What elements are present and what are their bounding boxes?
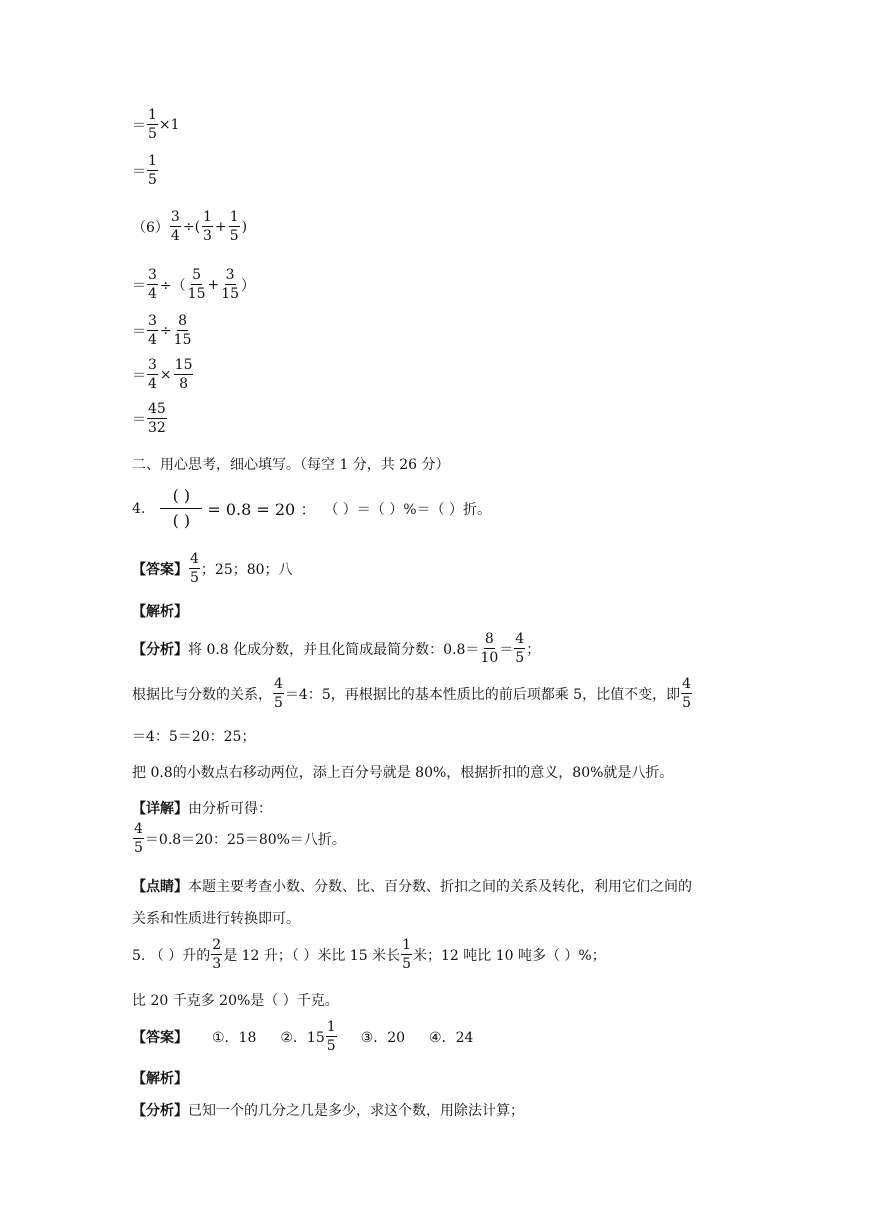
analysis-line: 【分析】 已知一个的几分之几是多少，求这个数，用除法计算； (132, 1100, 524, 1120)
fraction: $\frac{45}{32}$ (148, 401, 166, 436)
fraction: $\frac{1}{5}$ (402, 937, 411, 972)
blank-fraction: $\frac{( )}{( )}$ (160, 488, 202, 529)
fraction: $\frac{8}{10}$ (480, 631, 499, 666)
operator: ） (241, 277, 256, 294)
answer-item: ①．18 (212, 1029, 257, 1046)
equals-sign: ＝ (132, 323, 146, 340)
problem-6-expression (132, 210, 248, 243)
fraction: $\frac{1}{5}$ (148, 153, 157, 188)
fraction: $\frac{3}{4}$ (148, 313, 157, 348)
answer-label: 【答案】 (132, 561, 188, 578)
analysis-line (132, 677, 693, 710)
equals-sign: ＝ (132, 277, 146, 294)
fraction: $\frac{3}{4}$ (148, 267, 157, 302)
expression-text: ×1 (158, 116, 180, 133)
fraction: $\frac{4}{5}$ (190, 551, 199, 586)
fraction: $\frac{3}{15}$ (221, 267, 240, 302)
analysis-heading: 【解析】 (132, 604, 188, 620)
fraction: $\frac{3}{4}$ (170, 209, 180, 244)
section-heading: 二、用心思考，细心填写。（每空 1 分，共 26 分） (132, 457, 450, 473)
step-line (132, 108, 180, 141)
step-line (132, 358, 194, 391)
operator: × (159, 366, 172, 383)
fraction: $\frac{4}{5}$ (134, 821, 143, 856)
operator: ÷( (182, 218, 201, 235)
answer-label: 【答案】 (132, 1029, 188, 1046)
analysis-line: 把 0.8的小数点右移动两位，添上百分号就是 80%，根据折扣的意义，80%就是八折。 (132, 765, 674, 781)
fraction: $\frac{1}{5}$ (326, 1019, 336, 1054)
operator: + (207, 276, 220, 293)
analysis-label: 【分析】 (132, 641, 188, 658)
step-line (132, 314, 192, 347)
analysis-text: 将 0.8 化成分数，并且化简成最简分数：0.8＝ (188, 641, 480, 658)
step-line (132, 402, 168, 435)
fraction: $\frac{4}{5}$ (515, 631, 525, 666)
answer-text: ；25；80；八 (200, 561, 293, 578)
equals-sign: ＝ (132, 117, 146, 134)
question-5-line2: 比 20 千克多 20%是（ ）千克。 (132, 993, 339, 1009)
fraction: $\frac{15}{8}$ (174, 357, 193, 392)
problem-label: （6） (132, 219, 169, 236)
fraction: $\frac{5}{15}$ (187, 267, 206, 302)
answer-line (132, 1020, 473, 1053)
answer-item: ④．24 (429, 1029, 474, 1046)
fraction: $\frac{1}{5}$ (148, 107, 157, 142)
operator: ÷（ (159, 277, 186, 294)
comment-line: 关系和性质进行转换即可。 (132, 911, 300, 927)
equals-sign: ＝ (132, 367, 146, 384)
fill-blanks-text: （ ）＝（ ）%＝（ ）折。 (324, 501, 491, 518)
analysis-line: 【分析】 将 0.8 化成分数，并且化简成最简分数：0.8＝ $\frac{8}{10}$ ＝ $\frac{4}{5}$ ； (132, 631, 541, 666)
fraction: $\frac{2}{3}$ (212, 937, 222, 972)
question-4 (132, 488, 491, 529)
fraction: $\frac{4}{5}$ (274, 676, 283, 711)
fraction: $\frac{3}{4}$ (148, 357, 157, 392)
operator: ÷ (159, 322, 172, 339)
detail-result: $\frac{4}{5}$ ＝0.8＝20：25＝80%＝八折。 (134, 821, 346, 856)
answer-item: ③．20 (360, 1029, 406, 1046)
operator: + (214, 218, 227, 235)
detail-line: 【详解】 由分析可得： (132, 798, 272, 818)
analysis-line: ＝4：5＝20：25； (132, 729, 256, 745)
step-line (132, 154, 159, 187)
step-line (132, 268, 256, 301)
operator: ) (241, 218, 248, 235)
equals-sign: ＝ (132, 163, 146, 180)
fraction: $\frac{1}{5}$ (229, 209, 239, 244)
comment-label: 【点睛】 (132, 879, 188, 895)
answer-line (132, 552, 293, 585)
question-number: 4. (132, 500, 146, 517)
analysis-heading: 【解析】 (132, 1071, 188, 1087)
comment-line: 【点睛】 本题主要考查小数、分数、比、百分数、折扣之间的关系及转化，利用它们之间的 (132, 876, 692, 896)
equals-sign: ＝ (132, 411, 146, 428)
fraction: $\frac{8}{15}$ (173, 313, 192, 348)
analysis-text: ＝4：5，再根据比的基本性质比的前后项都乘 5，比值不变，即 (284, 686, 681, 703)
fraction: $\frac{1}{3}$ (203, 209, 212, 244)
fraction: $\frac{4}{5}$ (682, 676, 692, 711)
analysis-label: 【分析】 (132, 1103, 188, 1119)
answer-item: ②．15 (280, 1029, 325, 1046)
question-5: 5. （ ）升的 $\frac{2}{3}$ 是 12 升；（ ）米比 15 米长 $\frac{1}{5}$ 米；12 吨比 10 吨多（ ）%； (132, 937, 606, 972)
detail-label: 【详解】 (132, 801, 188, 817)
equation-text: = 0.8 = 20 ： (207, 500, 317, 519)
analysis-text: 根据比与分数的关系， (132, 686, 272, 703)
